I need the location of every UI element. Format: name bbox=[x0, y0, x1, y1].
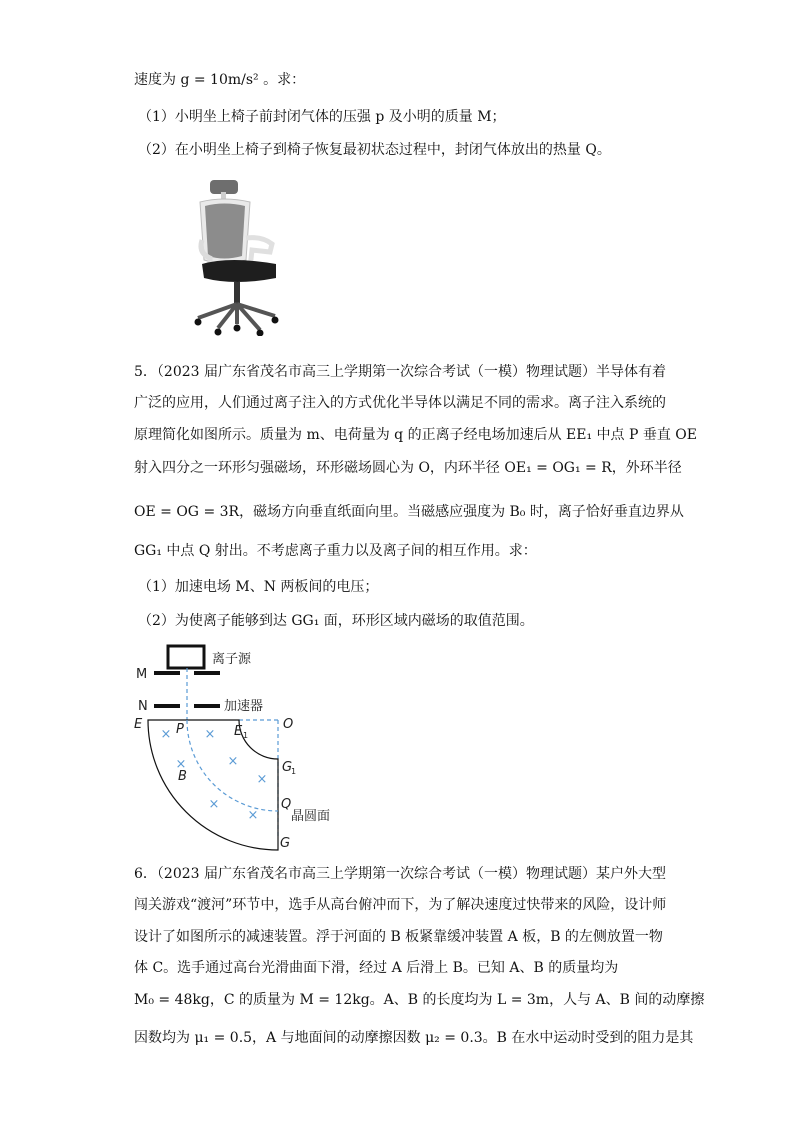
q5-line: OE = OG = 3R，磁场方向垂直纸面向里。当磁感应强度为 B₀ 时，离子恰好垂直边界从 bbox=[134, 504, 684, 520]
label-o: O bbox=[283, 717, 294, 732]
label-p: P bbox=[176, 722, 184, 737]
office-chair-image bbox=[180, 178, 290, 336]
label-m: M bbox=[136, 667, 148, 682]
q5-subquestion-1: （1）加速电场 M、N 两板间的电压； bbox=[138, 579, 379, 595]
label-g: G bbox=[280, 836, 291, 851]
cross-mark: × bbox=[204, 727, 216, 742]
label-g1-sub: 1 bbox=[291, 767, 297, 776]
q5-line: GG₁ 中点 Q 射出。不考虑离子重力以及离子间的相互作用。求： bbox=[134, 543, 537, 559]
q5-subquestion-2: （2）为使离子能够到达 GG₁ 面，环形区域内磁场的取值范围。 bbox=[138, 613, 534, 629]
cross-mark: × bbox=[256, 772, 268, 787]
label-wafer-surface: 晶圆面 bbox=[291, 809, 331, 824]
q4-subquestion-1: （1）小明坐上椅子前封闭气体的压强 p 及小明的质量 M； bbox=[138, 109, 506, 125]
ion-source-box bbox=[168, 646, 204, 668]
cross-mark: × bbox=[227, 754, 239, 769]
label-b: B bbox=[178, 769, 187, 784]
label-q: Q bbox=[281, 797, 292, 812]
q6-line: 体 C。选手通过高台光滑曲面下滑，经过 A 后滑上 B。已知 A、B 的质量均为 bbox=[134, 960, 619, 976]
label-g1: G bbox=[282, 760, 293, 775]
label-e: E bbox=[134, 717, 143, 732]
label-accelerator: 加速器 bbox=[224, 699, 264, 714]
q5-line: 5．（2023 届广东省茂名市高三上学期第一次综合考试（一模）物理试题）半导体有着 bbox=[134, 364, 666, 380]
cross-mark: × bbox=[247, 808, 259, 823]
q6-line: 闯关游戏“渡河”环节中，选手从高台俯冲而下，为了解决速度过快带来的风险，设计师 bbox=[134, 897, 667, 913]
cross-mark: × bbox=[160, 727, 172, 742]
cross-mark: × bbox=[208, 797, 220, 812]
field-crosses bbox=[161, 727, 268, 823]
label-ion-source: 离子源 bbox=[212, 652, 252, 667]
label-e1: E bbox=[234, 724, 243, 739]
q6-line: M₀ = 48kg，C 的质量为 M = 12kg。A、B 的长度均为 L = 3m，人与 A、B 间的动摩擦 bbox=[134, 992, 705, 1008]
label-n: N bbox=[138, 699, 148, 714]
q6-line: 因数均为 μ₁ = 0.5，A 与地面间的动摩擦因数 μ₂ = 0.3。B 在水中运动时受到的阻力是其 bbox=[134, 1030, 694, 1046]
q5-line: 广泛的应用，人们通过离子注入的方式优化半导体以满足不同的需求。离子注入系统的 bbox=[134, 395, 666, 411]
q4-line-0: 速度为 g = 10m/s² 。求： bbox=[134, 72, 306, 88]
q5-line: 原理简化如图所示。质量为 m、电荷量为 q 的正离子经电场加速后从 EE₁ 中点 P 垂直 OE bbox=[134, 427, 698, 443]
q4-subquestion-2: （2）在小明坐上椅子到椅子恢复最初状态过程中，封闭气体放出的热量 Q。 bbox=[138, 142, 611, 158]
ion-implantation-diagram bbox=[130, 640, 360, 852]
q6-line: 6．（2023 届广东省茂名市高三上学期第一次综合考试（一模）物理试题）某户外大型 bbox=[134, 866, 666, 882]
label-e1-sub: 1 bbox=[243, 731, 249, 740]
q6-line: 设计了如图所示的减速装置。浮于河面的 B 板紧靠缓冲装置 A 板，B 的左侧放置一物 bbox=[134, 929, 663, 945]
q5-line: 射入四分之一环形匀强磁场，环形磁场圆心为 O，内环半径 OE₁ = OG₁ = R，外环半径 bbox=[134, 460, 682, 476]
cross-mark: × bbox=[175, 757, 187, 772]
